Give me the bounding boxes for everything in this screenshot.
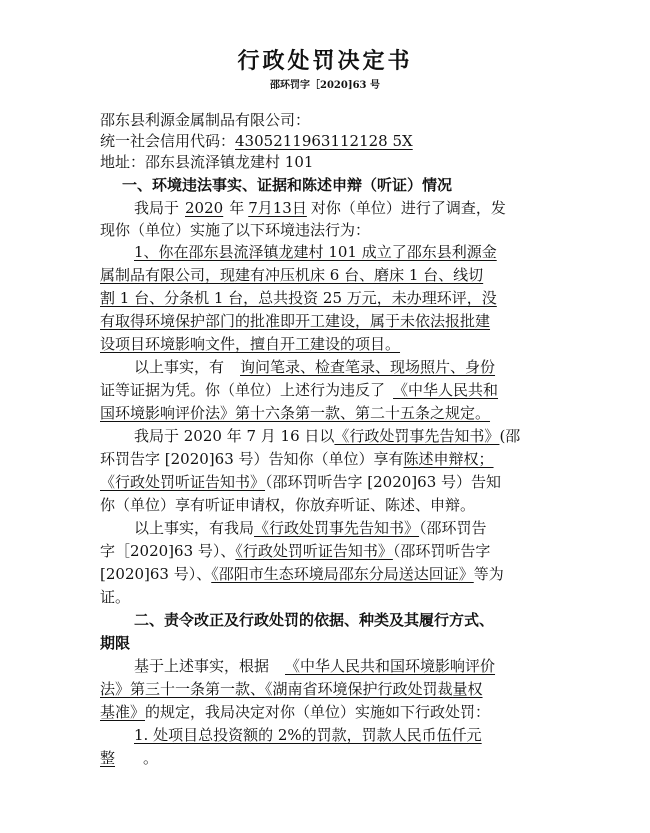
- fact-line: 属制品有限公司，现建有冲压机床 6 台、磨床 1 台、线切: [100, 266, 484, 284]
- fact-line: 1、你在邵东县流泽镇龙建村 101 成立了邵东县利源金: [134, 243, 497, 261]
- basis-line2: 法》第三十一条第一款、《湖南省环境保护行政处罚裁量权: [100, 680, 483, 698]
- notice-line3: 《行政处罚听证告知书》（邵环罚听告字 [2020]63 号）告知: [100, 473, 502, 491]
- credit-code-value: 4305211963112128 5X: [235, 132, 413, 150]
- address: 地址：邵东县流泽镇龙建村 101: [100, 153, 314, 171]
- facts2-line4: 证。: [100, 588, 131, 606]
- notice-line4: 你（单位）享有听证申请权，你放弃听证、陈述、申辩。: [100, 496, 476, 514]
- evidence-line2: 证等证据为凭。你（单位）上述行为违反了 《中华人民共和: [100, 381, 499, 399]
- recipient: 邵东县利源金属制品有限公司：: [100, 111, 311, 129]
- fact-line: 割 1 台、分条机 1 台，总共投资 25 万元，未办理环评，没: [100, 289, 497, 307]
- penalty-line1: 1. 处项目总投资额的 2%的罚款，罚款人民币伍仟元: [134, 726, 482, 744]
- evidence-line1: 以上事实，有 询问笔录、检查笔录、现场照片、身份: [134, 358, 496, 376]
- facts2-line3: [2020]63 号）、《邵阳市生态环境局邵东分局送达回证》等为: [100, 565, 504, 583]
- section1-heading: 一、环境违法事实、证据和陈述申辩（听证）情况: [122, 176, 453, 194]
- facts2-line2: 字［2020]63 号）、《行政处罚听证告知书》（邵环罚听告字: [100, 542, 491, 560]
- fact-line: 设项目环境影响文件，擅自开工建设的项目。: [100, 335, 401, 353]
- paragraph-investigation-line1: 我局于 2020 年 7月13日 对你（单位）进行了调查，发: [134, 199, 506, 217]
- paragraph-investigation-line2: 现你（单位）实施了以下环境违法行为：: [100, 221, 371, 239]
- credit-code-row: [100, 131, 413, 151]
- document-number: 邵环罚字［2020]63 号: [270, 80, 380, 91]
- basis-line1: 基于上述事实，根据 《中华人民共和国环境影响评价: [134, 657, 496, 675]
- penalty-line2: 整 。: [100, 749, 159, 767]
- basis-line3: 基准》的规定，我局决定对你（单位）实施如下行政处罚：: [100, 703, 491, 721]
- section2-heading: 二、责令改正及行政处罚的依据、种类及其履行方式、: [134, 611, 495, 629]
- fact-line: 有取得环境保护部门的批准即开工建设，属于未依法报批建: [100, 312, 491, 330]
- facts2-line1: 以上事实，有我局《行政处罚事先告知书》（邵环罚告: [134, 519, 487, 537]
- notice-line2: 环罚告字 [2020]63 号）告知你（单位）享有陈述申辩权；: [100, 450, 494, 468]
- evidence-line3: 国环境影响评价法》第十六条第一款、第二十五条之规定。: [100, 404, 491, 422]
- investigation-year: 2020: [185, 199, 224, 217]
- section2-heading-cont: 期限: [100, 634, 131, 652]
- notice-line1: 我局于 2020 年 7 月 16 日以《行政处罚事先告知书》(邵: [134, 427, 521, 445]
- investigation-date: 7月13日: [248, 199, 307, 217]
- credit-code-label: 统一社会信用代码：: [100, 132, 236, 150]
- document-title: 行政处罚决定书: [237, 48, 413, 74]
